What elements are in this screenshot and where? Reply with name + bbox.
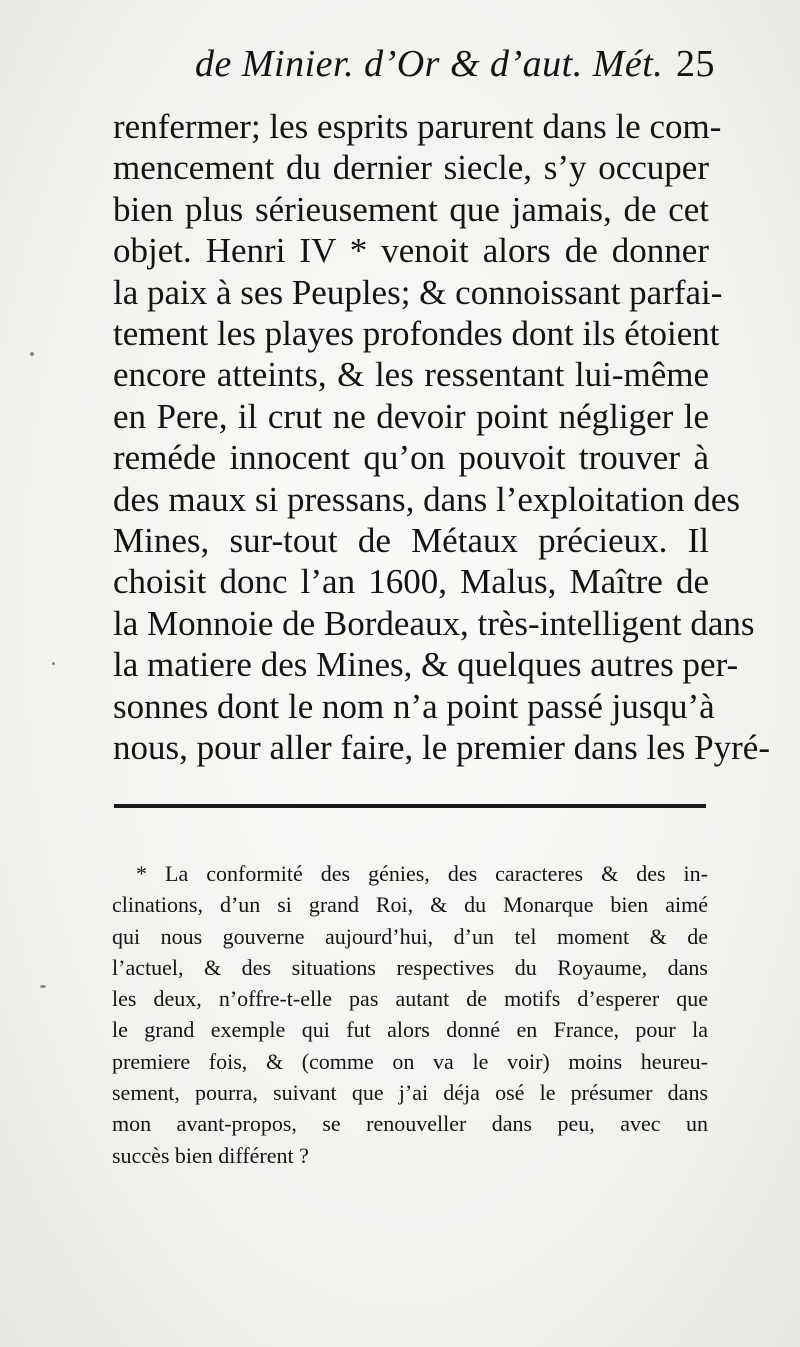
text-line: la Monnoie de Bordeaux, très-intelligent dans — [113, 603, 755, 643]
footnote-line: sement, pourra, suivant que j’ai déja osé le présumer dans — [112, 1080, 708, 1106]
footnote — [112, 858, 708, 1171]
text-line: la paix à ses Peuples; & connoissant parfai- — [113, 272, 723, 312]
text-line: mencement du dernier siecle, s’y occuper — [113, 148, 709, 188]
paper-speck — [30, 352, 34, 356]
running-title: de Minier. d’Or & d’aut. Mét. — [195, 43, 664, 85]
paper-speck — [52, 662, 55, 665]
footnote-line: mon avant-propos, se renouveller dans peu, avec un — [112, 1111, 708, 1137]
text-line: encore atteints, & les ressentant lui-même — [113, 355, 709, 395]
text-line: Mines, sur-tout de Métaux précieux. Il — [113, 521, 709, 561]
page-header — [195, 42, 715, 92]
text-line: bien plus sérieusement que jamais, de cet — [113, 189, 709, 229]
text-line: sonnes dont le nom n’a point passé jusqu’à — [113, 686, 715, 726]
footnote-line: succès bien différent ? — [112, 1142, 309, 1168]
text-line: renfermer; les esprits parurent dans le com- — [113, 107, 722, 146]
text-line: objet. Henri IV * venoit alors de donner — [113, 231, 709, 271]
text-line: tement les playes profondes dont ils étoient — [113, 314, 720, 354]
paper-speck — [40, 985, 46, 988]
footnote-line: * La conformité des génies, des caracteres & des in- — [136, 861, 708, 886]
footnote-line: le grand exemple qui fut alors donné en France, pour la — [112, 1017, 708, 1043]
footnote-line: clinations, d’un si grand Roi, & du Monarque bien aimé — [112, 892, 708, 918]
footnote-divider — [114, 804, 706, 808]
text-line: reméde innocent qu’on pouvoit trouver à — [113, 438, 709, 478]
text-line: en Pere, il crut ne devoir point négliger le — [113, 396, 709, 436]
page-number: 25 — [676, 43, 715, 85]
footnote-line: qui nous gouverne aujourd’hui, d’un tel moment & de — [112, 923, 708, 949]
footnote-line: l’actuel, & des situations respectives du Royaume, dans — [112, 954, 708, 980]
text-line: des maux si pressans, dans l’exploitation des — [113, 479, 740, 519]
footnote-line: premiere fois, & (comme on va le voir) moins heureu- — [112, 1048, 708, 1074]
text-line: choisit donc l’an 1600, Malus, Maître de — [113, 562, 709, 602]
footnote-line: les deux, n’offre-t-elle pas autant de motifs d’esperer que — [112, 986, 708, 1012]
main-text — [113, 106, 770, 769]
text-line: nous, pour aller faire, le premier dans les Pyré- — [113, 728, 770, 768]
text-line: la matiere des Mines, & quelques autres per- — [113, 645, 739, 685]
